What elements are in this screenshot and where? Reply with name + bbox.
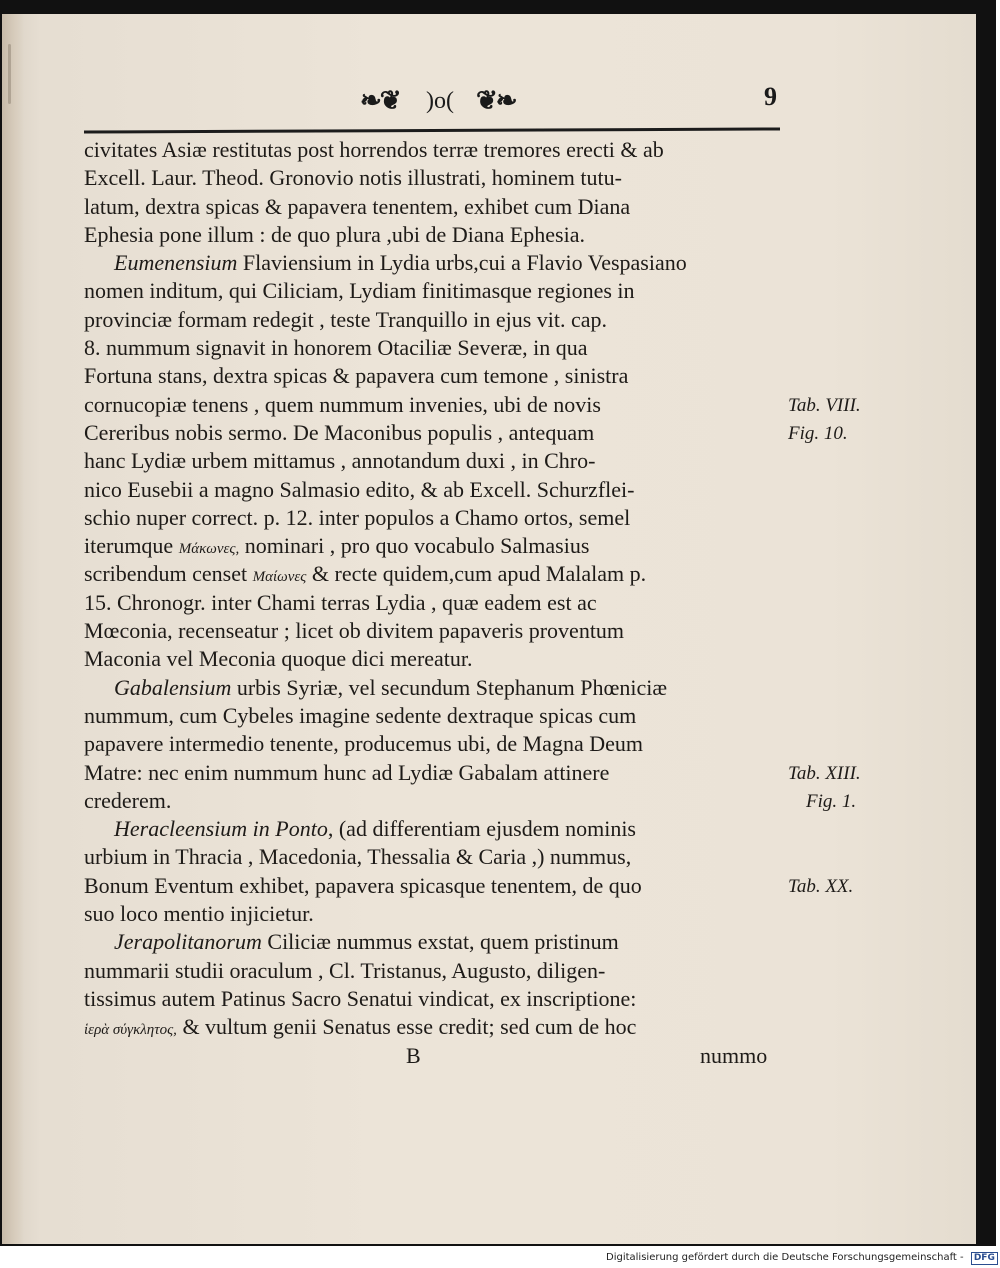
text-line: Bonum Eventum exhibet, papavera spicasque tenentem, de quo — [84, 872, 642, 898]
text-line: papavere intermedio tenente, producemus ubi, de Magna Deum — [84, 731, 643, 757]
running-head — [84, 82, 777, 126]
line-end: & vultum genii Senatus esse credit; sed cum de hoc — [176, 1014, 637, 1040]
text-line: nomen inditum, qui Ciliciam, Lydiam finitimasque regiones in — [84, 278, 635, 304]
text-line — [84, 532, 788, 560]
text-line: nummarii studii oraculum , Cl. Tristanus, Augusto, diligen- — [84, 957, 606, 983]
text-line: Mœconia, recenseatur ; licet ob divitem papaveris proventum — [84, 618, 625, 644]
text-line: Fortuna stans, dextra spicas & papavera cum temone , sinistra — [84, 363, 629, 389]
text-line — [84, 249, 788, 277]
text-line: suo loco mentio injicietur. — [84, 901, 314, 927]
text-line: civitates Asiæ restitutas post horrendos terræ tremores erecti & ab — [84, 137, 664, 162]
text-line: 15. Chronogr. inter Chami terras Lydia , quæ eadem est ac — [84, 589, 597, 615]
lemma-heading: Eumenensium — [114, 250, 238, 276]
line-continuation: Ciliciæ nummus exstat, quem pristinum — [261, 929, 619, 955]
greek-word: Μαίωνες — [252, 569, 307, 586]
margin-note: Tab. XX. — [788, 875, 854, 897]
lemma-heading: Jerapolitanorum — [114, 929, 262, 955]
line-continuation: , (ad differentiam ejusdem nominis — [327, 816, 636, 842]
body-lines — [84, 136, 788, 1042]
text-line: schio nuper correct. p. 12. inter populos a Chamo ortos, semel — [84, 504, 631, 530]
text-line: Ephesia pone illum : de quo plura ,ubi de Diana Ephesia. — [84, 221, 585, 247]
left-ornament: ❧❦ — [360, 86, 400, 116]
text-line: tissimus autem Patinus Sacro Senatui vindicat, ex inscriptione: — [84, 985, 637, 1011]
margin-note: Fig. 10. — [788, 423, 848, 444]
page-number: 9 — [764, 82, 777, 111]
line-continuation: Flaviensium in Lydia urbs,cui a Flavio Vespasiano — [237, 250, 687, 276]
text-line: nico Eusebii a magno Salmasio edito, & ab Excell. Schurzflei- — [84, 476, 635, 502]
center-ornament: )o( — [426, 88, 454, 114]
text-line: provinciæ formam redegit , teste Tranquillo in ejus vit. cap. — [84, 306, 608, 332]
text-line: 8. nummum signavit in honorem Otaciliæ Severæ, in qua — [84, 335, 588, 361]
footer-credit: Digitalisierung gefördert durch die Deutsche Forschungsgemeinschaft - — [606, 1252, 964, 1263]
lemma-heading: Heracleensium in Ponto — [114, 816, 328, 842]
text-line: nummum, cum Cybeles imagine sedente dextraque spicas cum — [84, 702, 637, 728]
greek-word: Μάκωνες, — [178, 541, 240, 558]
greek-word: ἱερὰ σύγκλητος, — [84, 1022, 177, 1039]
text-line — [84, 815, 788, 843]
text-line: cornucopiæ tenens , quem nummum invenies, ubi de novis — [84, 391, 601, 417]
margin-note: Fig. 1. — [806, 790, 857, 812]
line-end: & recte quidem,cum apud Malalam p. — [306, 561, 647, 587]
bottom-line — [84, 1042, 788, 1070]
text-line: urbium in Thracia , Macedonia, Thessalia & Caria ,) nummus, — [84, 844, 632, 870]
text-line — [84, 1013, 788, 1041]
text-line: Matre: nec enim nummum hunc ad Lydiæ Gabalam attinere — [84, 759, 610, 785]
text-line — [84, 674, 788, 702]
signature-mark: B — [406, 1042, 421, 1068]
line-continuation: urbis Syriæ, vel secundum Stephanum Phœniciæ — [231, 674, 668, 700]
text-line — [84, 928, 788, 956]
margin-note: Tab. VIII. — [788, 394, 861, 416]
text-line: hanc Lydiæ urbem mittamus , annotandum duxi , in Chro- — [84, 448, 596, 474]
page-gutter — [2, 14, 24, 1244]
text-line: Cereribus nobis sermo. De Maconibus populis , antequam — [84, 419, 595, 445]
line-end: nominari , pro quo vocabulo Salmasius — [239, 533, 590, 559]
text-line: Maconia vel Meconia quoque dici mereatur. — [84, 646, 473, 672]
line-start: iterumque — [84, 533, 179, 559]
page-crease — [8, 44, 11, 104]
margin-note: Tab. XIII. — [788, 762, 861, 784]
line-start: scribendum censet — [84, 561, 253, 587]
dfg-logo: DFG — [971, 1252, 998, 1265]
text-line — [84, 560, 788, 588]
catchword: nummo — [700, 1042, 768, 1068]
text-line: crederem. — [84, 787, 172, 813]
body-text — [84, 136, 788, 1070]
digitization-footer — [606, 1252, 998, 1265]
text-line: latum, dextra spicas & papavera tenentem, exhibet cum Diana — [84, 193, 631, 219]
right-ornament: ❦❧ — [476, 86, 516, 116]
text-line: Excell. Laur. Theod. Gronovio notis illustrati, hominem tutu- — [84, 165, 622, 191]
lemma-heading: Gabalensium — [114, 674, 232, 700]
